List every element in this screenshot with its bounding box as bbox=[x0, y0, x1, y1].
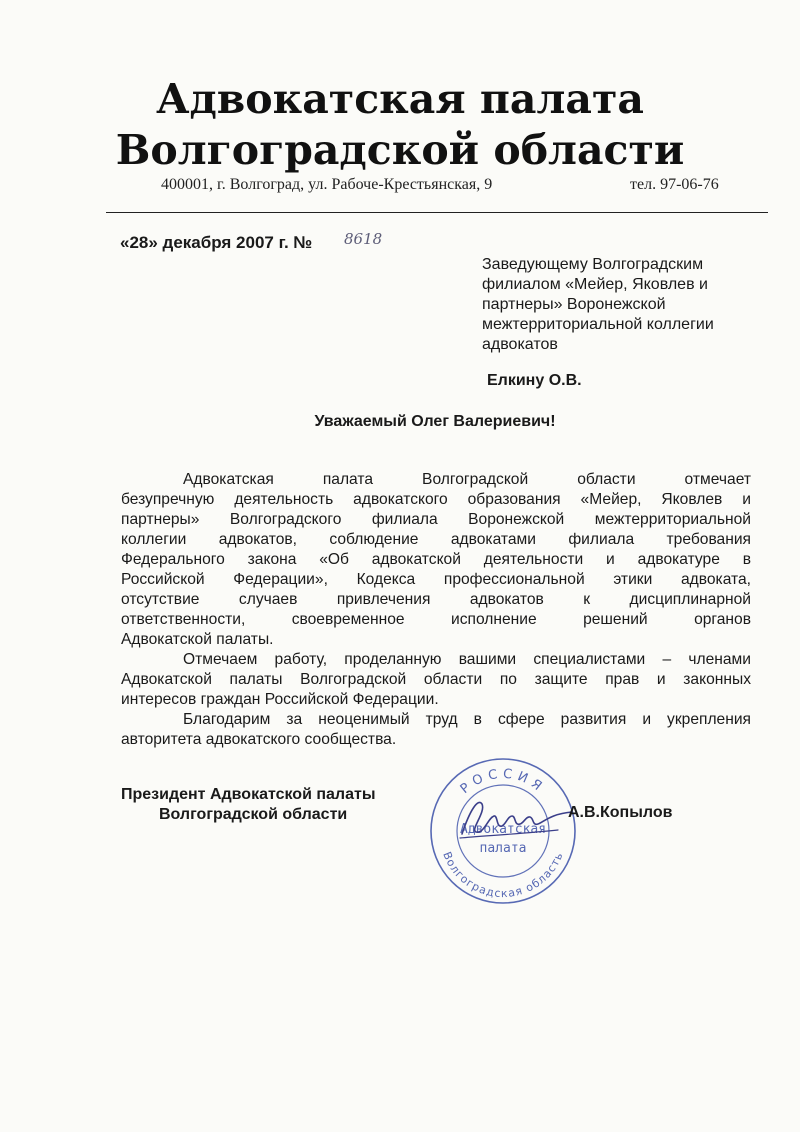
addressee-block bbox=[482, 255, 772, 355]
signatory-title-line-1: Президент Адвокатской палаты bbox=[121, 786, 376, 803]
stamp-center-line-1: Адвокатская bbox=[459, 822, 547, 837]
paragraph-2 bbox=[121, 650, 751, 710]
signatory-title-line-2: Волгоградской области bbox=[159, 806, 348, 823]
body-line: отсутствие случаев привлечения адвокатов к дисциплинарной bbox=[121, 591, 751, 608]
signatory-name: А.В.Копылов bbox=[568, 804, 673, 821]
handwritten-signature bbox=[440, 790, 580, 850]
body-line: Отмечаем работу, проделанную вашими специалистами – членами bbox=[183, 651, 751, 668]
paragraph-3 bbox=[121, 710, 751, 750]
body-line: Благодарим за неоценимый труд в сфере развития и укрепления bbox=[183, 711, 751, 728]
body-line: ответственности, своевременное исполнение решений органов bbox=[121, 611, 751, 628]
body-line: Федерального закона «Об адвокатской деятельности и адвокатуре в bbox=[121, 551, 751, 568]
signatory-title bbox=[121, 785, 375, 825]
stamp-center-line-2: палата bbox=[479, 841, 527, 856]
addressee-line: партнеры» Воронежской bbox=[482, 296, 666, 313]
body-line: безупречную деятельность адвокатского образования «Мейер, Яковлев и bbox=[121, 491, 751, 508]
addressee-line: межтерриториальной коллегии bbox=[482, 316, 714, 333]
body-line: интересов граждан Российской Федерации. bbox=[121, 691, 439, 708]
addressee-line: филиалом «Мейер, Яковлев и bbox=[482, 276, 708, 293]
paragraph-1 bbox=[121, 470, 751, 650]
body-line: Адвокатская палата Волгоградской области отмечает bbox=[183, 471, 751, 488]
greeting: Уважаемый Олег Валериевич! bbox=[314, 413, 556, 430]
body-line: Адвокатской палаты Волгоградской области по защите прав и законных bbox=[121, 671, 751, 688]
handwritten-number: 8618 bbox=[344, 230, 383, 248]
body-line: Российской Федерации», Кодекса профессиональной этики адвоката, bbox=[121, 571, 751, 588]
letterhead-line-1: Адвокатская палата bbox=[156, 75, 644, 123]
letter-date: «28» декабря 2007 г. № bbox=[120, 233, 313, 252]
body-line: партнеры» Волгоградского филиала Воронежской межтерриториальной bbox=[121, 511, 751, 528]
letterhead-title bbox=[0, 74, 800, 176]
letterhead-line-2: Волгоградской области bbox=[115, 126, 685, 174]
letterhead-address: 400001, г. Волгоград, ул. Рабоче-Крестьянская, 9 bbox=[161, 176, 493, 193]
header-divider bbox=[106, 212, 768, 213]
body-line: Адвокатской палаты. bbox=[121, 631, 274, 648]
addressee-line: Заведующему Волгоградским bbox=[482, 256, 704, 273]
addressee-line: адвокатов bbox=[482, 336, 558, 353]
recipient-name: Елкину О.В. bbox=[487, 372, 582, 389]
stamp-bottom-text: Волгоградская область bbox=[440, 849, 566, 901]
letterhead-phone: тел. 97-06-76 bbox=[630, 176, 719, 193]
body-line: авторитета адвокатского сообщества. bbox=[121, 731, 397, 748]
body-line: коллегии адвокатов, соблюдение адвокатами филиала требования bbox=[121, 531, 751, 548]
letter-body bbox=[121, 470, 751, 750]
stamp-top-text: РОССИЯ bbox=[457, 766, 549, 797]
